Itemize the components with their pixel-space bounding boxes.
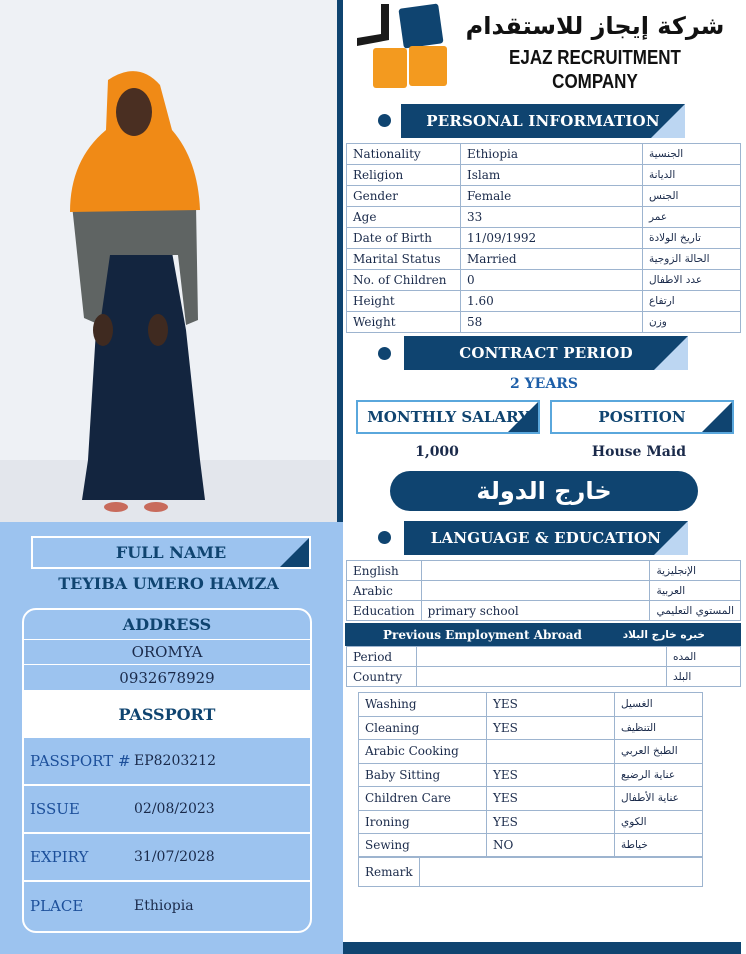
employment-row-label: Period — [347, 647, 417, 667]
language-row — [347, 601, 741, 621]
skill-row-label-ar: خياطة — [615, 834, 703, 858]
personal-row — [347, 228, 741, 249]
employment-row-label-ar: البلد — [667, 667, 741, 687]
personal-info-title: PERSONAL INFORMATION — [426, 112, 660, 130]
language-row-value — [421, 581, 650, 601]
skill-row-label-ar: عناية الأطفال — [615, 787, 703, 811]
personal-row-label: Height — [347, 291, 461, 312]
bottom-bar — [343, 942, 746, 954]
corner-triangle — [280, 538, 309, 567]
personal-row-label-ar: عدد الاطفال — [643, 270, 741, 291]
personal-info-table — [346, 143, 741, 333]
language-title: LANGUAGE & EDUCATION — [430, 529, 662, 547]
skill-row-label: Washing — [359, 693, 487, 717]
skill-row — [359, 716, 703, 740]
skill-row-value: YES — [487, 787, 615, 811]
employment-row — [347, 647, 741, 667]
skill-row-label: Arabic Cooking — [359, 740, 487, 764]
personal-row-label: Weight — [347, 312, 461, 333]
issue-date: 02/08/2023 — [134, 801, 215, 817]
contract-banner — [404, 336, 688, 370]
personal-row-value: 58 — [461, 312, 643, 333]
language-table — [346, 560, 741, 621]
place-row — [24, 882, 310, 930]
personal-row-label: Nationality — [347, 144, 461, 165]
personal-row-label-ar: الحالة الزوجية — [643, 249, 741, 270]
contract-title: CONTRACT PERIOD — [459, 344, 633, 362]
right-edge — [741, 0, 746, 954]
employment-row-value — [417, 667, 667, 687]
phone-value: 0932678929 — [119, 668, 215, 687]
skill-row-label-ar: الطبخ العربي — [615, 740, 703, 764]
company-name-en: EJAZ RECRUITMENT COMPANY — [509, 46, 681, 93]
monthly-salary-value: 1,000 — [415, 444, 459, 460]
full-name-label: FULL NAME — [115, 543, 227, 562]
skill-row-value: YES — [487, 763, 615, 787]
employment-title: Previous Employment Abroad — [383, 627, 582, 642]
employment-title-ar: خبره خارج البلاد — [622, 628, 705, 641]
skill-row-value: YES — [487, 810, 615, 834]
bullet-dot — [378, 531, 391, 544]
personal-row-label: Marital Status — [347, 249, 461, 270]
skill-row — [359, 787, 703, 811]
remark-value — [419, 857, 702, 887]
personal-row-label: No. of Children — [347, 270, 461, 291]
personal-row — [347, 249, 741, 270]
personal-row-label-ar: وزن — [643, 312, 741, 333]
personal-row — [347, 165, 741, 186]
corner-triangle — [654, 336, 688, 370]
personal-row-value: Married — [461, 249, 643, 270]
company-logo-icon — [353, 2, 453, 94]
remark-label: Remark — [359, 857, 420, 887]
language-row-label: Education — [347, 601, 422, 621]
personal-row-label-ar: تاريخ الولادة — [643, 228, 741, 249]
personal-row-value: 11/09/1992 — [461, 228, 643, 249]
language-row-value: primary school — [421, 601, 650, 621]
skill-row-label-ar: التنظيف — [615, 716, 703, 740]
expiry-label: EXPIRY — [30, 848, 89, 866]
remark-table — [358, 856, 703, 887]
personal-row — [347, 291, 741, 312]
personal-row-label-ar: الديانة — [643, 165, 741, 186]
skill-row-label: Cleaning — [359, 716, 487, 740]
skill-row-label: Sewing — [359, 834, 487, 858]
employment-row-value — [417, 647, 667, 667]
personal-row-label: Date of Birth — [347, 228, 461, 249]
skill-row-value: NO — [487, 834, 615, 858]
skill-row — [359, 740, 703, 764]
address-label: ADDRESS — [24, 610, 310, 640]
language-row-label-ar: العربية — [650, 581, 741, 601]
personal-row-label-ar: عمر — [643, 207, 741, 228]
place-label: PLACE — [30, 897, 84, 915]
skill-row — [359, 834, 703, 858]
employment-row — [347, 667, 741, 687]
expiry-row — [24, 834, 310, 882]
corner-triangle — [702, 402, 732, 432]
skill-row-label-ar: عناية الرضيع — [615, 763, 703, 787]
language-row-label-ar: الإنجليزية — [650, 561, 741, 581]
address-card — [22, 608, 312, 933]
corner-triangle — [654, 521, 688, 555]
employment-header — [345, 623, 741, 646]
passport-number-row — [24, 738, 310, 786]
personal-row-value: 33 — [461, 207, 643, 228]
personal-row — [347, 270, 741, 291]
corner-triangle — [651, 104, 685, 138]
location-pill — [390, 471, 698, 511]
issue-row — [24, 786, 310, 834]
position-value: House Maid — [591, 444, 686, 460]
full-name-label-box — [31, 536, 311, 569]
skill-row-value: YES — [487, 693, 615, 717]
location-text: خارج الدولة — [476, 477, 612, 505]
skill-row-label: Baby Sitting — [359, 763, 487, 787]
candidate-photo — [0, 0, 337, 522]
personal-row-label-ar: الجنسية — [643, 144, 741, 165]
skill-row-label-ar: الغسيل — [615, 693, 703, 717]
skill-row — [359, 810, 703, 834]
skill-row-label-ar: الكوي — [615, 810, 703, 834]
skill-row-label: Ironing — [359, 810, 487, 834]
company-name-ar: شركة إيجاز للاستقدام — [465, 12, 725, 40]
personal-row-label: Age — [347, 207, 461, 228]
language-row-value — [421, 561, 650, 581]
personal-info-banner — [401, 104, 685, 138]
personal-row — [347, 144, 741, 165]
personal-row-value: Female — [461, 186, 643, 207]
skill-row-label: Children Care — [359, 787, 487, 811]
issue-label: ISSUE — [30, 800, 80, 818]
personal-row-label: Religion — [347, 165, 461, 186]
language-row-label-ar: المستوي التعليمي — [650, 601, 741, 621]
language-row-label: Arabic — [347, 581, 422, 601]
skill-row — [359, 763, 703, 787]
personal-row-value: Ethiopia — [461, 144, 643, 165]
bullet-dot — [378, 347, 391, 360]
passport-label: PASSPORT — [24, 690, 310, 738]
remark-row — [359, 857, 703, 887]
personal-row-value: 0 — [461, 270, 643, 291]
language-row-label: English — [347, 561, 422, 581]
monthly-salary-box — [356, 400, 540, 434]
employment-row-label: Country — [347, 667, 417, 687]
corner-triangle — [508, 402, 538, 432]
personal-row — [347, 207, 741, 228]
personal-row — [347, 186, 741, 207]
address-value: OROMYA — [24, 640, 310, 665]
skill-row — [359, 693, 703, 717]
personal-row-label-ar: الجنس — [643, 186, 741, 207]
passport-number-label: PASSPORT # — [30, 752, 131, 770]
monthly-salary-label: MONTHLY SALARY — [367, 408, 529, 426]
personal-row-value: 1.60 — [461, 291, 643, 312]
personal-row-label-ar: ارتفاع — [643, 291, 741, 312]
employment-row-label-ar: المده — [667, 647, 741, 667]
expiry-date: 31/07/2028 — [134, 849, 215, 865]
full-name: TEYIBA UMERO HAMZA — [58, 574, 279, 593]
passport-number: EP8203212 — [134, 753, 216, 769]
language-row — [347, 561, 741, 581]
personal-row-value: Islam — [461, 165, 643, 186]
employment-table — [346, 646, 741, 687]
candidate-panel — [0, 522, 343, 954]
candidate-photo-illustration — [0, 0, 337, 522]
place-value: Ethiopia — [134, 898, 194, 914]
language-banner — [404, 521, 688, 555]
skills-table — [358, 692, 703, 858]
bullet-dot — [378, 114, 391, 127]
header — [345, 0, 743, 98]
skill-row-value — [487, 740, 615, 764]
skill-row-value: YES — [487, 716, 615, 740]
personal-row-label: Gender — [347, 186, 461, 207]
language-row — [347, 581, 741, 601]
contract-period: 2 YEARS — [510, 376, 578, 392]
position-label: POSITION — [598, 408, 686, 426]
position-box — [550, 400, 734, 434]
personal-row — [347, 312, 741, 333]
